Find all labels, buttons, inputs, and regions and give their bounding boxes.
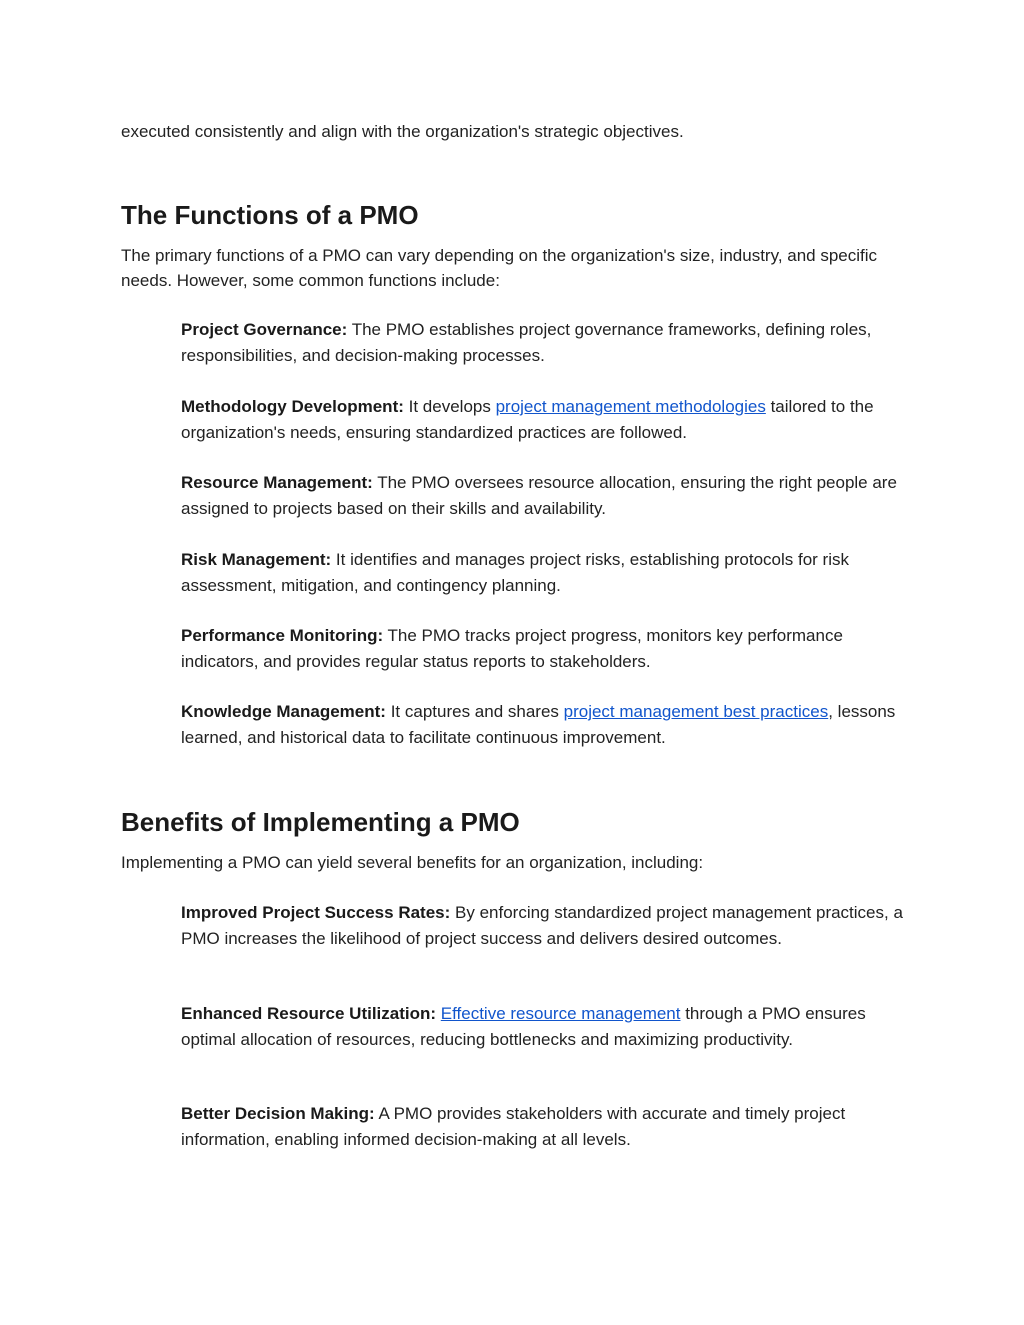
benefit-description: By enforcing standardized project management practices, a PMO increases the likelihood of project success and delivers desired outcomes. (181, 903, 903, 948)
benefits-intro: Implementing a PMO can yield several benefits for an organization, including: (121, 853, 704, 872)
function-term: Resource Management: (181, 473, 373, 492)
function-term: Project Governance: (181, 320, 348, 339)
function-description: The PMO tracks project progress, monitors key performance indicators, and provides regular status reports to stakeholders. (181, 626, 843, 671)
function-item-performance-monitoring (181, 623, 911, 674)
methodologies-link[interactable]: project management methodologies (495, 397, 766, 416)
benefits-heading: Benefits of Implementing a PMO (121, 807, 520, 837)
benefit-item-resource-utilization (181, 1001, 911, 1052)
function-description: The PMO oversees resource allocation, ensuring the right people are assigned to projects based on their skills and availability. (181, 473, 897, 518)
function-item-risk-management (181, 547, 911, 598)
functions-intro: The primary functions of a PMO can vary depending on the organization's size, industry, and specific needs. However, some common functions include: (121, 246, 878, 290)
resource-management-link[interactable]: Effective resource management (440, 1004, 681, 1023)
function-description: The PMO establishes project governance frameworks, defining roles, responsibilities, and decision-making processes. (181, 320, 872, 365)
benefit-item-success-rates (181, 900, 911, 951)
function-description: , lessons learned, and historical data to facilitate continuous improvement. (181, 702, 896, 747)
function-item-project-governance (181, 317, 911, 368)
function-term: Performance Monitoring: (181, 626, 384, 645)
benefit-term: Improved Project Success Rates: (181, 903, 451, 922)
function-description: It captures and shares (385, 702, 564, 721)
function-item-resource-management (181, 470, 911, 521)
continued-paragraph: executed consistently and align with the organization's strategic objectives. (121, 122, 684, 141)
function-description: It identifies and manages project risks, establishing protocols for risk assessment, mitigation, and contingency planning. (181, 550, 849, 595)
function-item-knowledge-management (181, 699, 911, 750)
benefit-term: Better Decision Making: (181, 1104, 375, 1123)
function-term: Methodology Development: (181, 397, 404, 416)
function-description: tailored to the organization's needs, ensuring standardized practices are followed. (181, 397, 874, 442)
functions-heading: The Functions of a PMO (121, 200, 419, 230)
function-term: Knowledge Management: (181, 702, 386, 721)
benefit-description: A PMO provides stakeholders with accurate and timely project information, enabling informed decision-making at all levels. (181, 1104, 846, 1149)
benefit-item-decision-making (181, 1101, 911, 1152)
benefit-term: Enhanced Resource Utilization: (181, 1004, 437, 1023)
benefit-description: through a PMO ensures optimal allocation of resources, reducing bottlenecks and maximizing productivity. (181, 1004, 866, 1049)
function-item-methodology-development (181, 394, 911, 445)
function-term: Risk Management: (181, 550, 332, 569)
function-description: It develops (403, 397, 496, 416)
best-practices-link[interactable]: project management best practices (563, 702, 829, 721)
